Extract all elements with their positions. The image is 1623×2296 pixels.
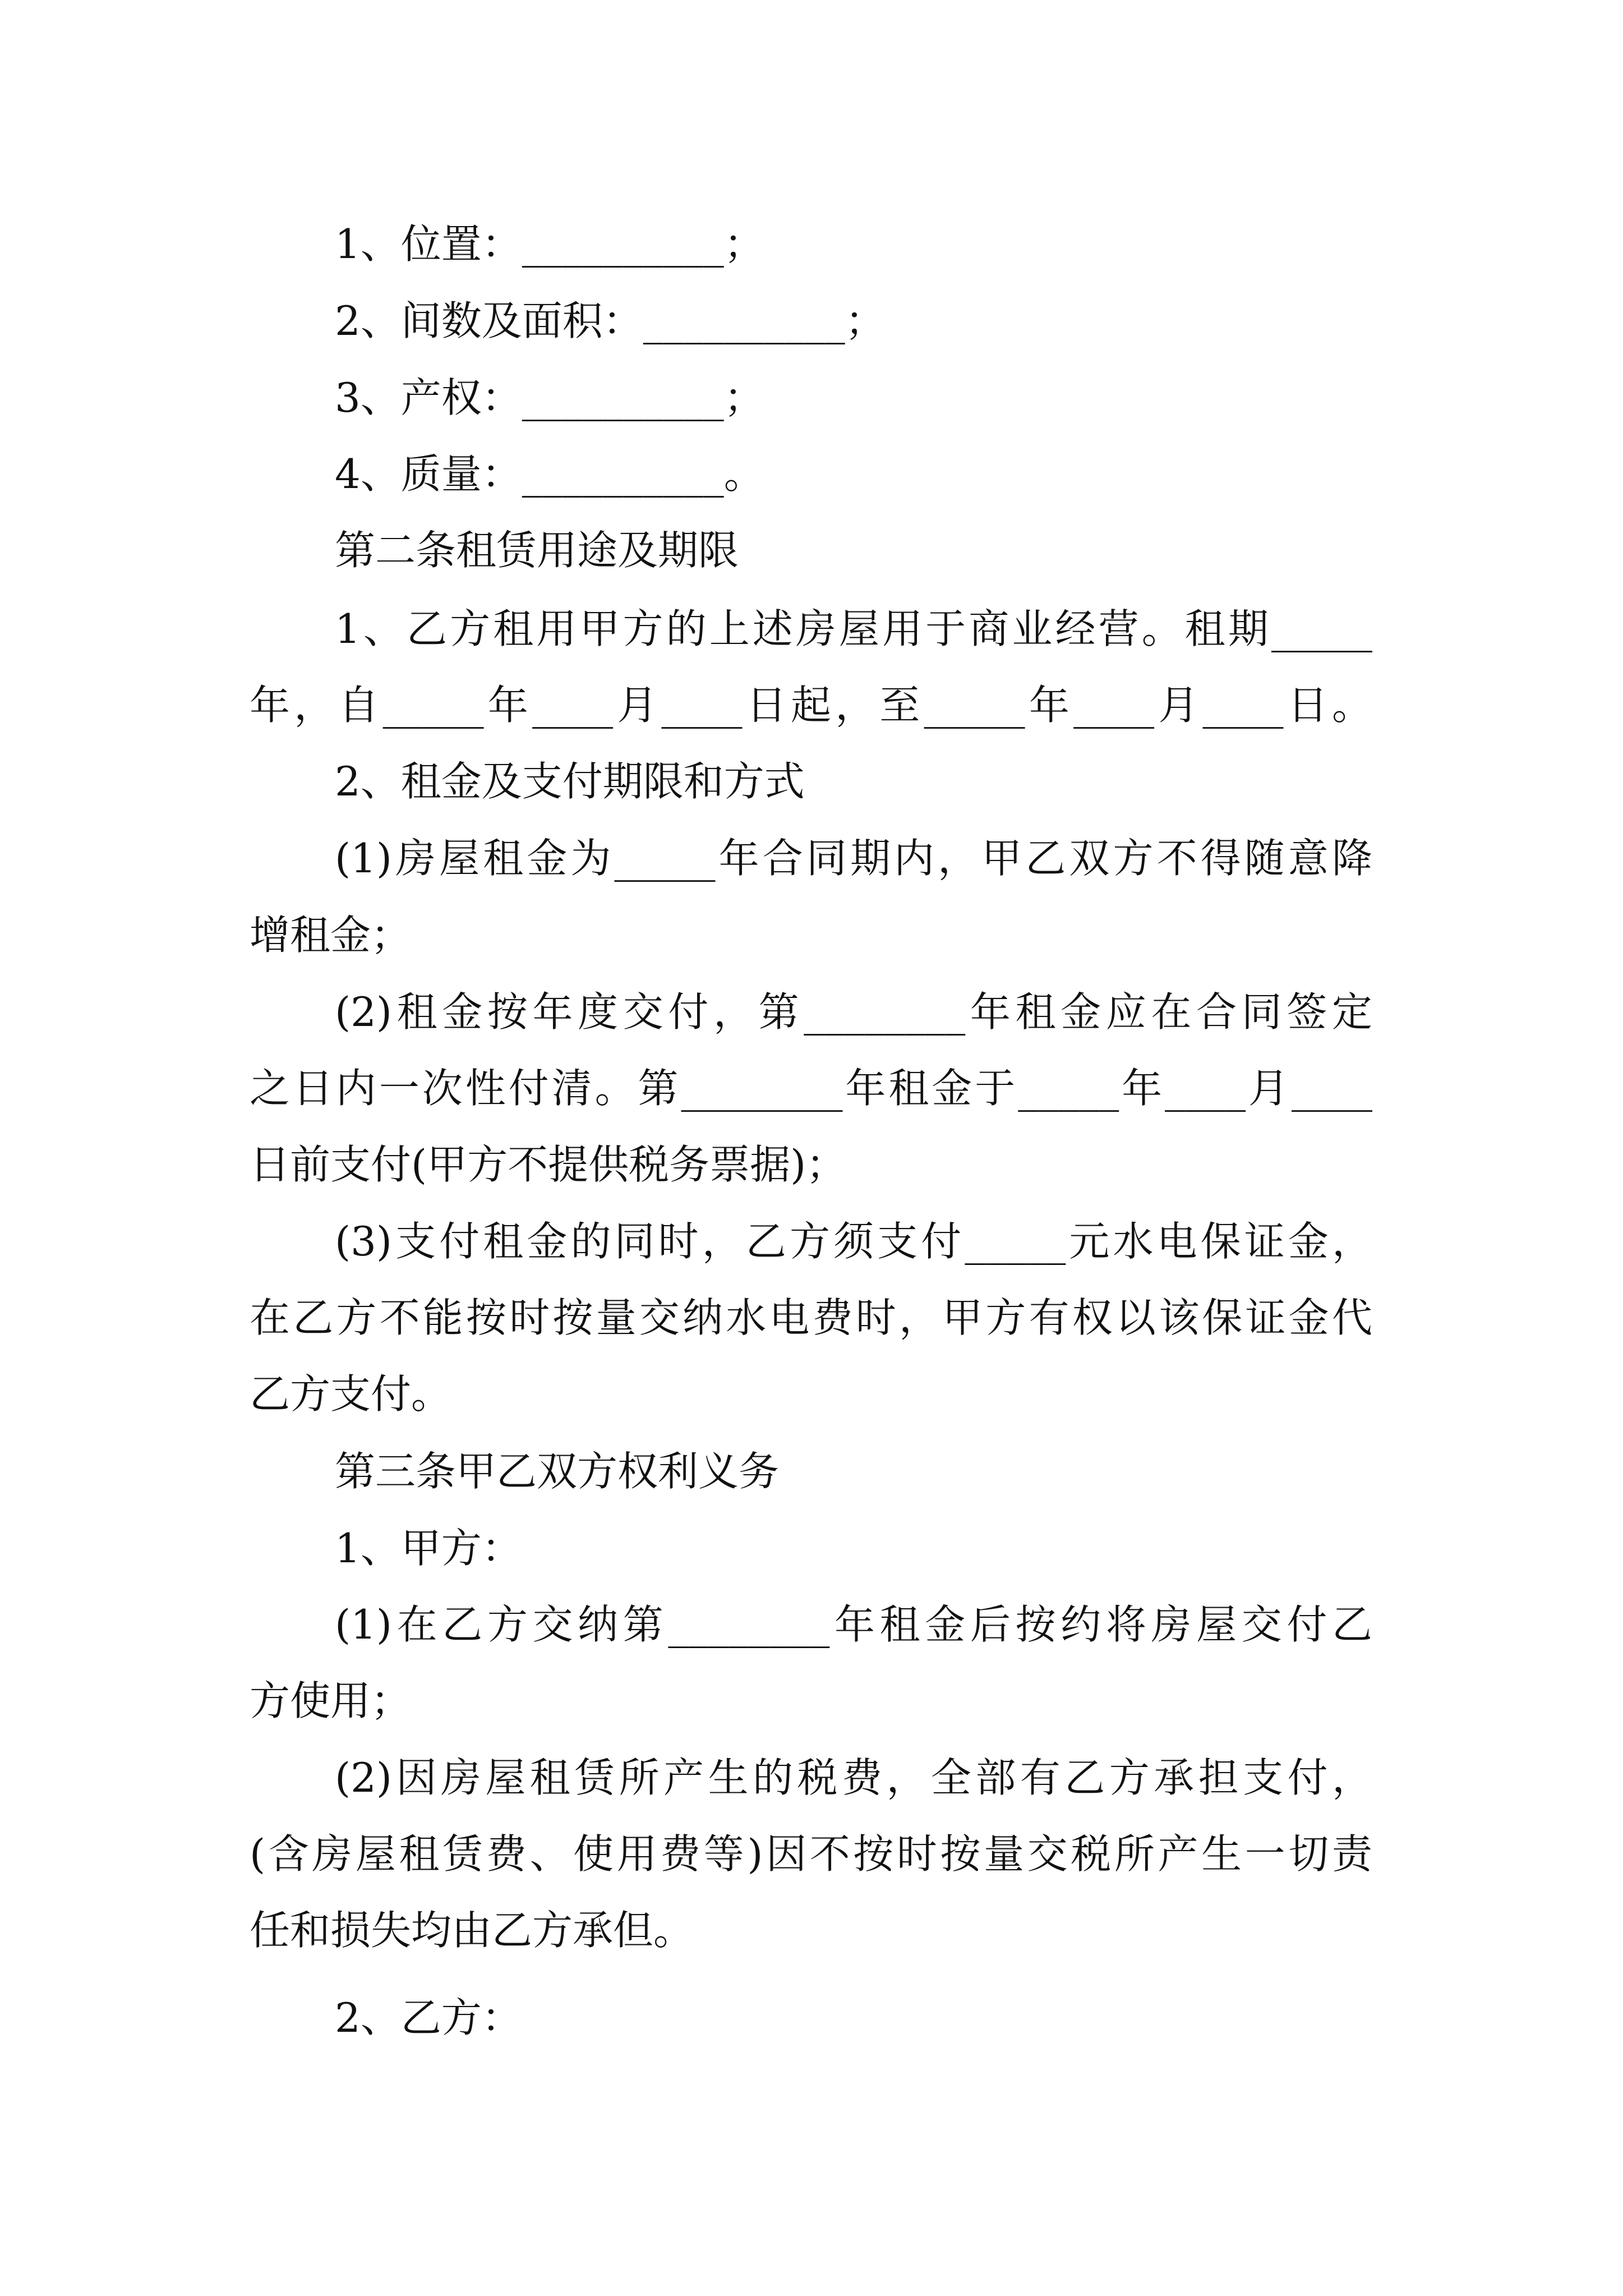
article-2-heading: 第二条租赁用途及期限 xyxy=(335,527,739,574)
party-b-heading: 2、乙方： xyxy=(335,1994,522,2041)
paragraph-line: (2)租金按年度交付，第________年租金应在合同签定 xyxy=(335,988,1372,1036)
paragraph-line: 在乙方不能按时按量交纳水电费时，甲方有权以该保证金代 xyxy=(250,1294,1372,1341)
paragraph-line: 日前支付(甲方不提供税务票据)； xyxy=(250,1141,847,1188)
subheading-rent-payment: 2、租金及支付期限和方式 xyxy=(335,758,805,805)
paragraph-line: 任和损失均由乙方承但。 xyxy=(250,1907,694,1954)
paragraph-line: 乙方支付。 xyxy=(250,1370,452,1418)
paragraph-line: 之日内一次性付清。第________年租金于_____年____月____ xyxy=(250,1065,1372,1112)
item-quality: 4、质量：__________。 xyxy=(335,450,764,498)
paragraph-line: (3)支付租金的同时，乙方须支付_____元水电保证金， xyxy=(335,1218,1372,1265)
item-rooms-area: 2、间数及面积：__________； xyxy=(335,297,886,344)
paragraph-line: 方使用； xyxy=(250,1677,412,1724)
item-property-right: 3、产权：__________； xyxy=(335,374,764,421)
paragraph-line: (1)房屋租金为_____年合同期内，甲乙双方不得随意降 xyxy=(335,835,1372,882)
paragraph-line: (1)在乙方交纳第________年租金后按约将房屋交付乙 xyxy=(335,1601,1372,1648)
paragraph-line: (含房屋租赁费、使用费等)因不按时按量交税所产生一切责 xyxy=(250,1830,1372,1878)
paragraph-line: 增租金； xyxy=(250,912,412,959)
article-3-heading: 第三条甲乙双方权利义务 xyxy=(335,1448,780,1495)
paragraph-line: 1、乙方租用甲方的上述房屋用于商业经营。租期_____ xyxy=(335,605,1372,652)
party-a-heading: 1、甲方： xyxy=(335,1525,522,1572)
paragraph-line: (2)因房屋租赁所产生的税费，全部有乙方承担支付， xyxy=(335,1754,1372,1801)
item-location: 1、位置：__________； xyxy=(335,220,764,268)
paragraph-line: 年，自_____年____月____日起，至_____年____月____日。 xyxy=(250,682,1372,729)
